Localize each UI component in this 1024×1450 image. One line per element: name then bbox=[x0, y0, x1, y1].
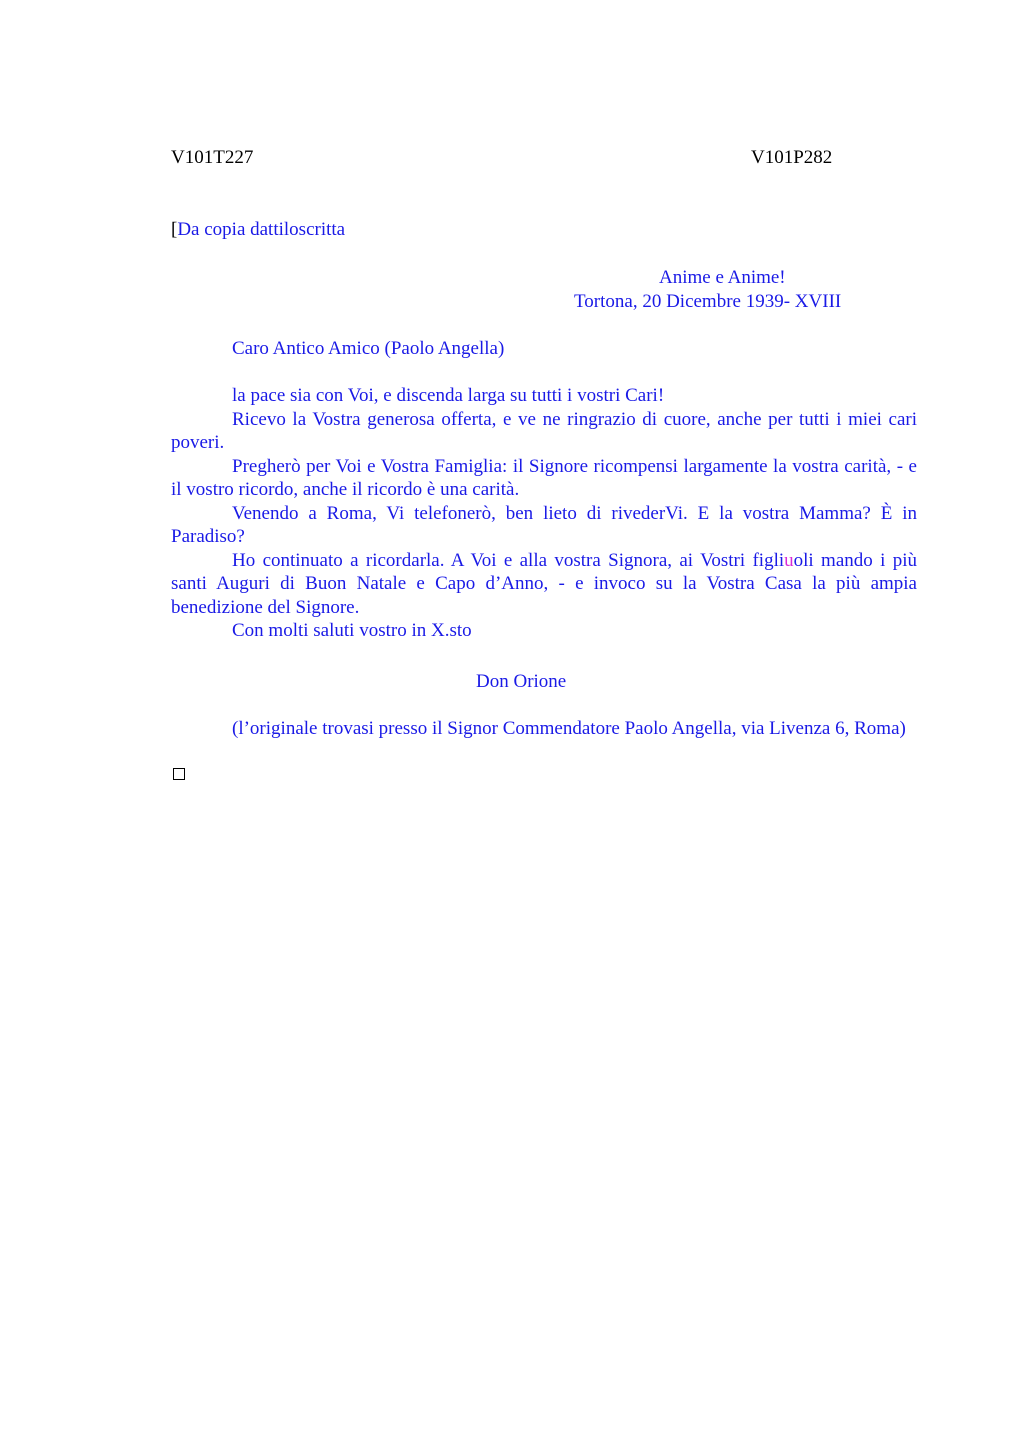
letter-paragraph: Pregherò per Voi e Vostra Famiglia: il Signore ricompensi largamente la vostra carità, - e il vostro ricordo, anche il ricordo è una carità. bbox=[171, 455, 917, 500]
letter-paragraph: Ricevo la Vostra generosa offerta, e ve ne ringrazio di cuore, anche per tutti i miei cari poveri. bbox=[171, 408, 917, 453]
source-note-text: Da copia dattiloscritta bbox=[177, 219, 346, 240]
letter-paragraph bbox=[171, 549, 917, 620]
letter-salutation: Caro Antico Amico (Paolo Angella) bbox=[232, 338, 505, 359]
volume-text-code: V101T227 bbox=[171, 147, 254, 168]
end-marker-box-icon bbox=[173, 768, 185, 780]
letter-place-date: Tortona, 20 Dicembre 1939- XVIII bbox=[574, 291, 842, 312]
volume-page-code: V101P282 bbox=[751, 147, 833, 168]
letter-motto: Anime e Anime! bbox=[659, 267, 786, 288]
highlighted-letter: u bbox=[784, 549, 794, 571]
letter-signature: Don Orione bbox=[476, 671, 567, 692]
source-note bbox=[171, 218, 345, 242]
source-bracket: [ bbox=[171, 219, 178, 240]
archive-note: (l’originale trovasi presso il Signor Commendatore Paolo Angella, via Livenza 6, Roma) bbox=[232, 718, 906, 739]
letter-paragraph: Con molti saluti vostro in X.sto bbox=[232, 620, 472, 641]
paragraph-text: oli mando i più santi Auguri di Buon Natale e Capo d’Anno, - e invoco su la Vostra Casa la più ampia benedizione del Signore. bbox=[171, 549, 917, 618]
letter-paragraph: la pace sia con Voi, e discenda larga su tutti i vostri Cari! bbox=[232, 385, 665, 406]
paragraph-text: Ho continuato a ricordarla. A Voi e alla vostra Signora, ai Vostri figli bbox=[232, 549, 785, 571]
letter-body bbox=[171, 384, 917, 643]
letter-paragraph: Venendo a Roma, Vi telefonerò, ben lieto di rivederVi. E la vostra Mamma? È in Paradiso? bbox=[171, 502, 917, 547]
